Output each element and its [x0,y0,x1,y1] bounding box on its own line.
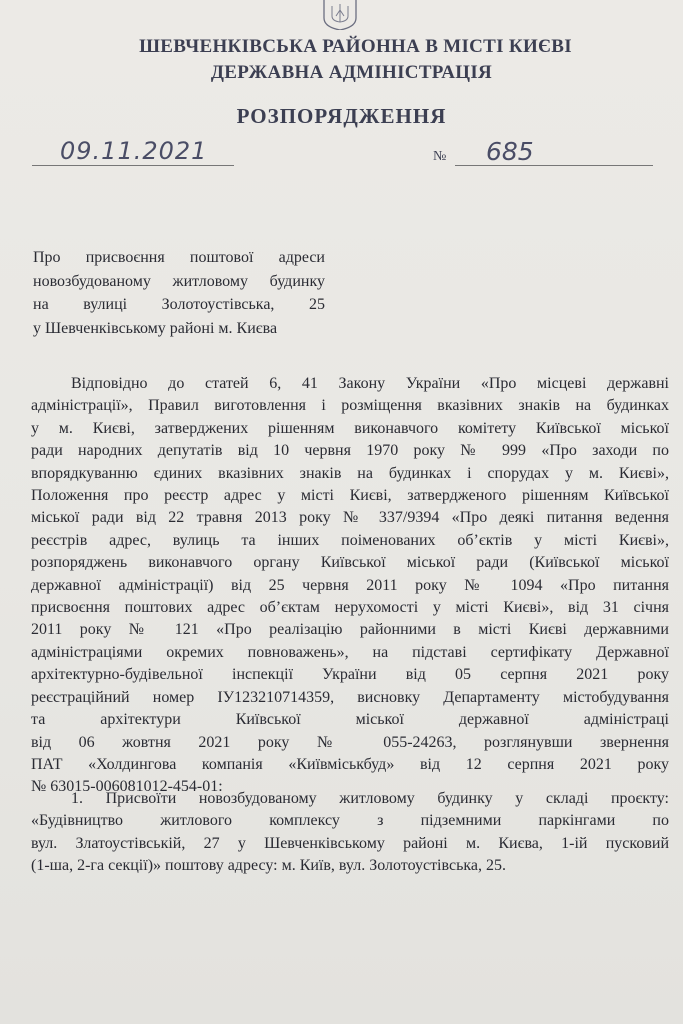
organization-name-line2: ДЕРЖАВНА АДМІНІСТРАЦІЯ [210,62,493,83]
body-line: від 06 жовтня 2021 року № 055-24263, розглянувши звернення [31,733,669,751]
body-line: державної адміністрації) від 25 червня 2011 року № 1094 «Про питання [31,576,669,594]
clause-line: (1-ша, 2-га секції)» поштову адресу: м. Київ, вул. Золотоустівська, 25. [31,857,506,875]
body-line: у м. Києві, затверджених рішенням виконавчого комітету Київської міської [31,419,669,437]
subject-line: Про присвоєння поштової адреси [33,249,325,266]
body-line: впорядкуванню єдиних вказівних знаків на будинках і спорудах у м. Києві», [31,464,669,482]
clause-1 [31,788,669,878]
body-line: архітектурно-будівельної інспекції України від 05 серпня 2021 року [31,666,669,684]
clause-line: 1. Присвоїти новозбудованому житловому будинку у складі проєкту: [71,790,669,807]
body-line: та архітектури Київської міської державної адміністраці [31,711,669,729]
body-line: розпоряджень виконавчого органу Київської міської ради (Київської міської [31,554,669,572]
subject-line: у Шевченківському районі м. Києва [33,319,278,337]
number-underline [455,165,653,166]
number-label: № [433,149,447,164]
body-line: реєстраційний номер ІУ123210714359, висновку Департаменту містобудування [31,688,669,706]
document-number: 685 [486,137,534,166]
document-date: 09.11.2021 [60,137,208,165]
coat-of-arms-icon [318,0,362,30]
document-type-title: РОЗПОРЯДЖЕННЯ [236,104,447,128]
organization-name-line1: ШЕВЧЕНКІВСЬКА РАЙОННА В МІСТІ КИЄВІ [139,36,572,57]
subject-line: на вулиці Золотоустівська, 25 [33,296,325,313]
body-line: адміністраціями окремих повноважень», на підставі сертифікату Державної [31,643,669,661]
subject-line: новозбудованому житловому будинку [33,272,325,290]
body-line: Положення про реєстр адрес у місті Києві, затвердженого рішенням Київської [31,487,669,505]
body-paragraph [31,373,669,799]
body-line: 2011 року № 121 «Про реалізацію районними в місті Києві державними [31,621,669,639]
date-underline [32,165,234,166]
body-line: № 63015-006081012-454-01: [31,778,223,796]
clause-line: «Будівництво житлового комплексу з підземними паркінгами по [31,812,669,830]
body-line: присвоєння поштових адрес об’єктам нерухомості у місті Києві», від 31 січня [31,599,669,617]
subject-block [33,246,325,340]
body-line: реєстрів адрес, вулиць та інших поіменованих об’єктів у місті Києві», [31,531,669,549]
clause-line: вул. Златоустівській, 27 у Шевченківському районі м. Києва, 1-ій пусковий [31,834,669,852]
body-line: міської ради від 22 травня 2013 року № 337/9394 «Про деякі питання ведення [31,509,669,527]
body-line: ПАТ «Холдингова компанія «Київміськбуд» від 12 серпня 2021 року [31,755,669,773]
body-line: ради народних депутатів від 10 червня 1970 року № 999 «Про заходи по [31,442,669,460]
body-line: Відповідно до статей 6, 41 Закону України «Про місцеві державні [71,375,669,392]
body-line: адміністрації», Правил виготовлення і розміщення вказівних знаків на будинках [31,397,669,415]
